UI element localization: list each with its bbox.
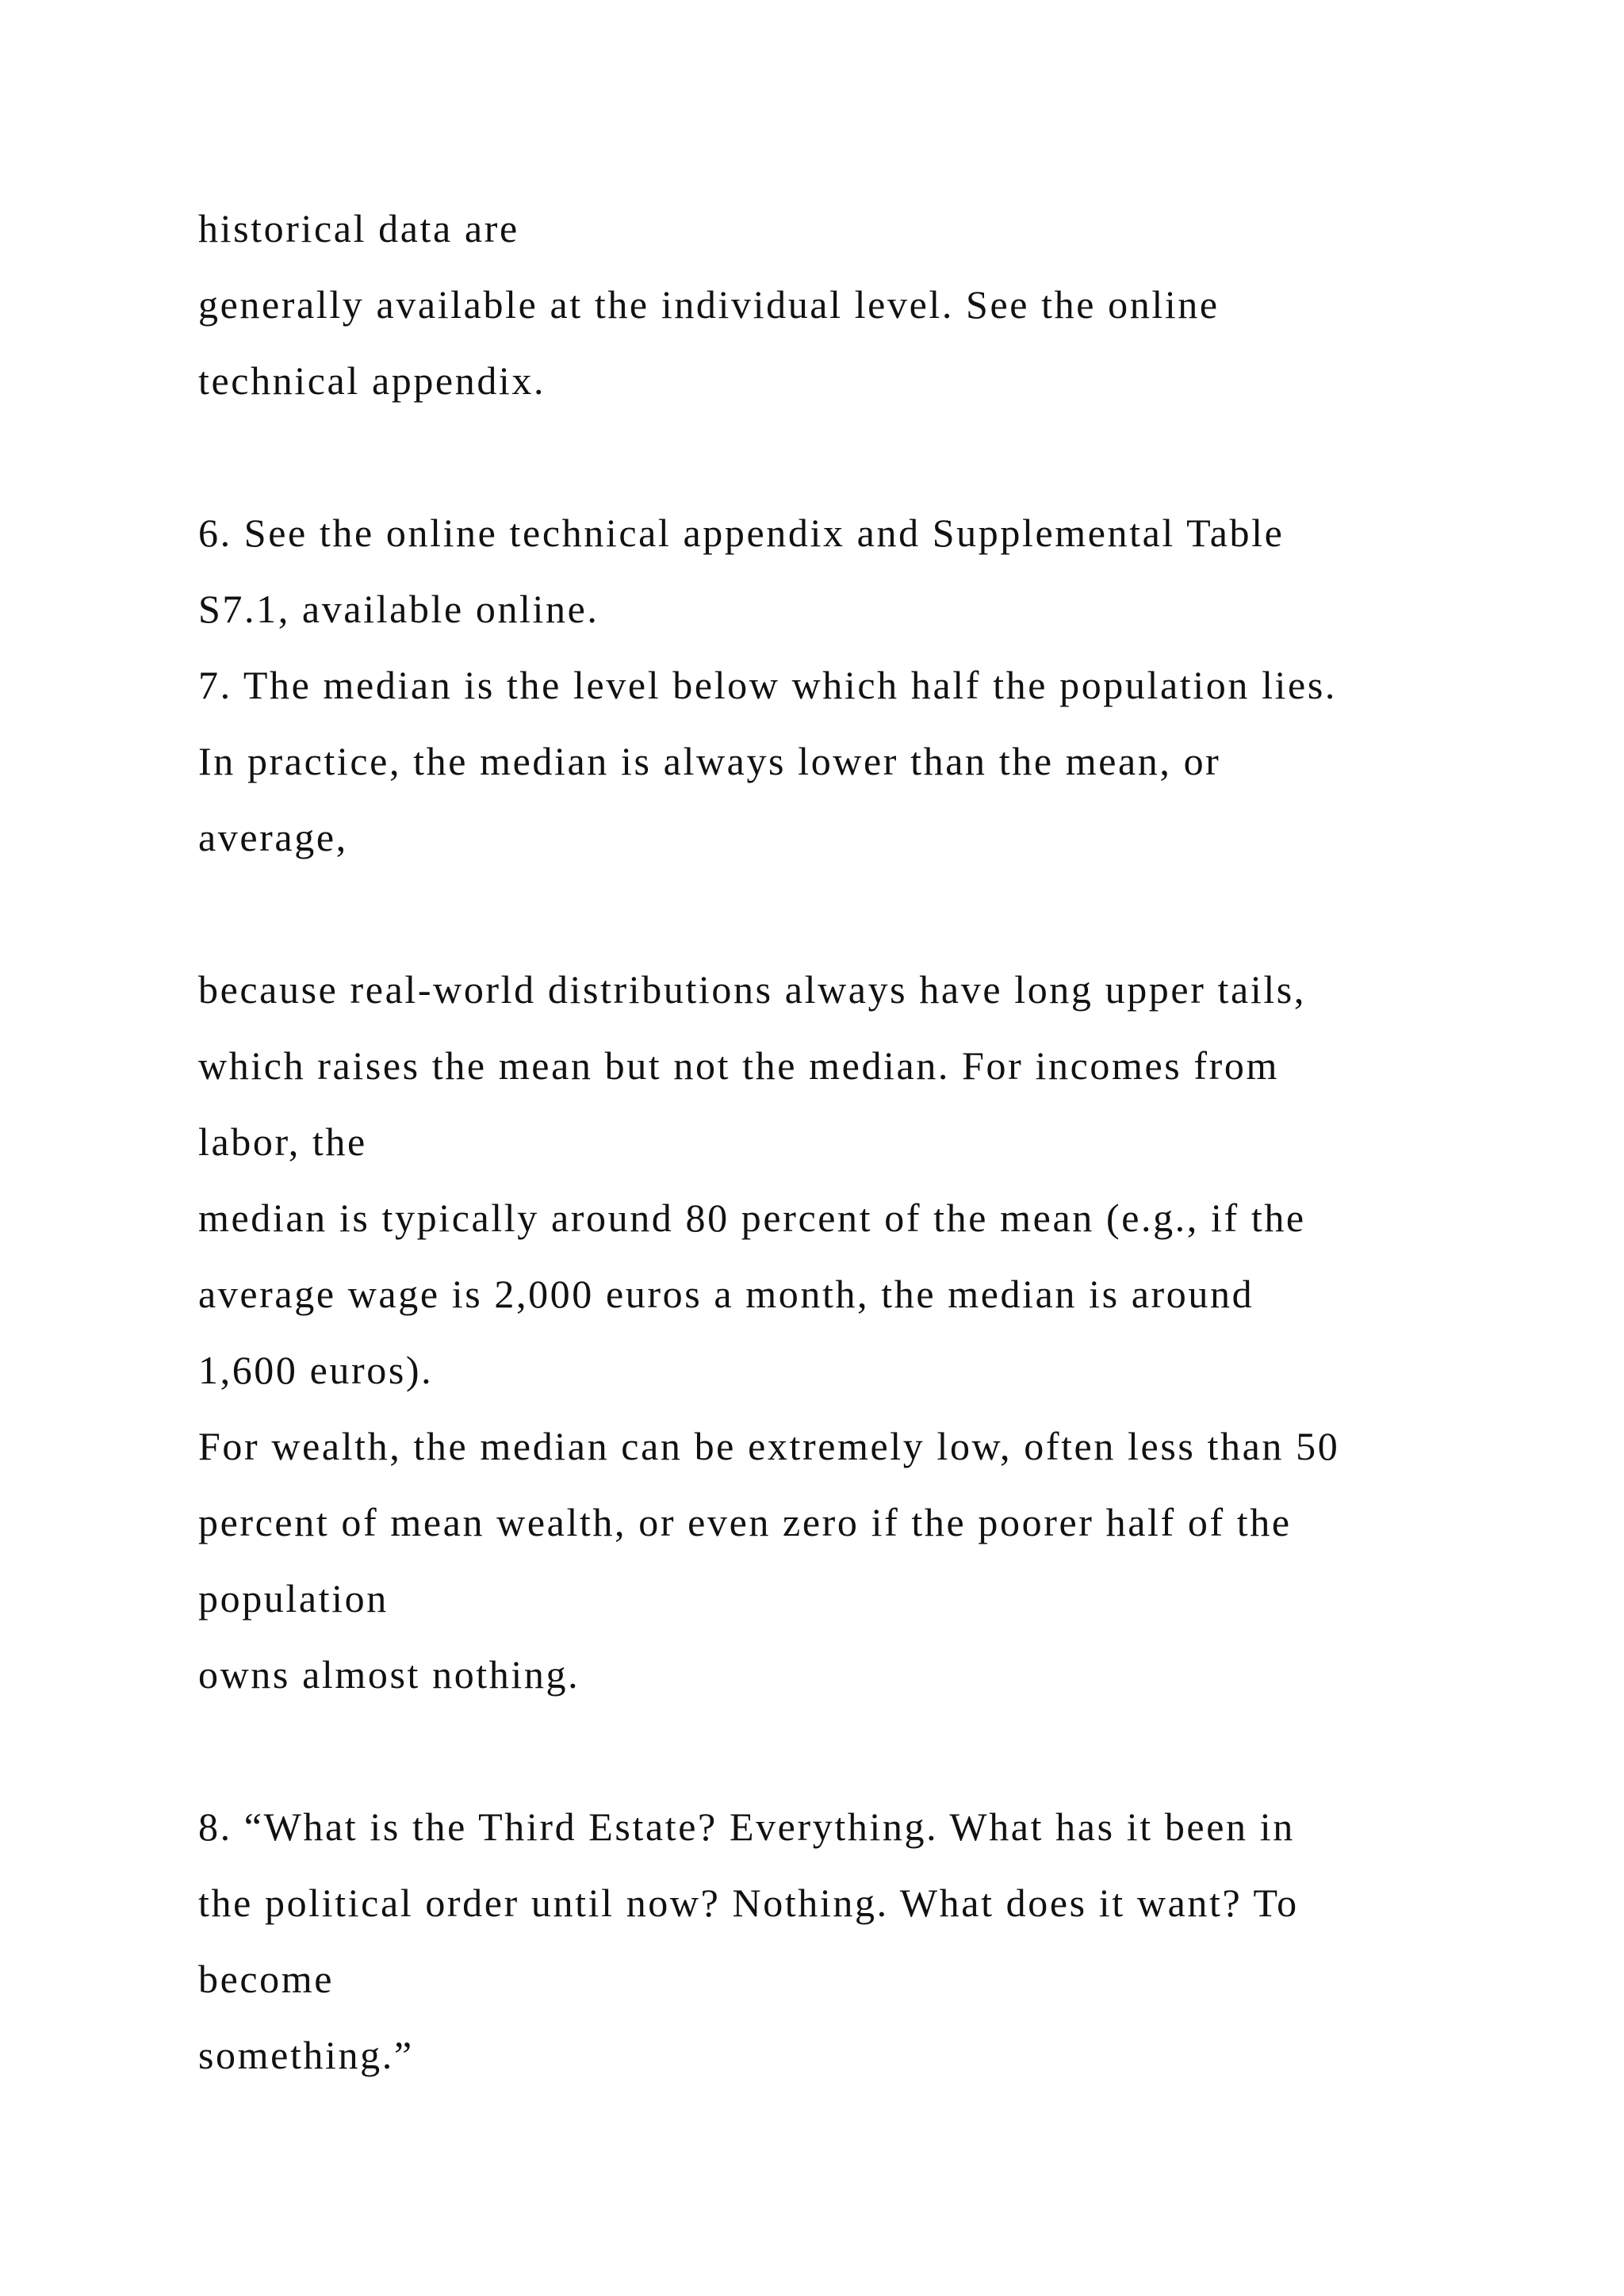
text-line: because real-world distributions always have long upper tails, — [198, 967, 1306, 1012]
footnote-8-line: 8. “What is the Third Estate? Everything. What has it been in — [198, 1804, 1295, 1849]
text-line: population — [198, 1576, 389, 1621]
text-line: 1,600 euros). — [198, 1348, 434, 1392]
blank-line — [198, 875, 1546, 951]
text-line: labor, the — [198, 1119, 367, 1164]
blank-line — [198, 1712, 1546, 1789]
text-line: historical data are — [198, 206, 519, 251]
text-line: average, — [198, 815, 348, 859]
text-line: S7.1, available online. — [198, 587, 599, 631]
text-line: percent of mean wealth, or even zero if the poorer half of the — [198, 1500, 1292, 1544]
text-line: become — [198, 1957, 335, 2001]
text-line: median is typically around 80 percent of the mean (e.g., if the — [198, 1196, 1306, 1240]
footnote-6-line: 6. See the online technical appendix and Supplemental Table — [198, 511, 1285, 555]
text-line: something.” — [198, 2033, 414, 2077]
text-line: For wealth, the median can be extremely low, often less than 50 — [198, 1424, 1340, 1468]
text-line: In practice, the median is always lower than the mean, or — [198, 739, 1221, 783]
text-line: technical appendix. — [198, 358, 546, 403]
text-line: the political order until now? Nothing. What does it want? To — [198, 1881, 1299, 1925]
text-line: which raises the mean but not the median. For incomes from — [198, 1043, 1280, 1088]
text-line: average wage is 2,000 euros a month, the median is around — [198, 1272, 1254, 1316]
text-line: generally available at the individual level. See the online — [198, 282, 1220, 327]
footnotes-text — [198, 190, 1546, 2093]
footnote-7-line: 7. The median is the level below which half the population lies. — [198, 663, 1338, 707]
text-line: owns almost nothing. — [198, 1652, 580, 1697]
blank-line — [198, 419, 1546, 495]
